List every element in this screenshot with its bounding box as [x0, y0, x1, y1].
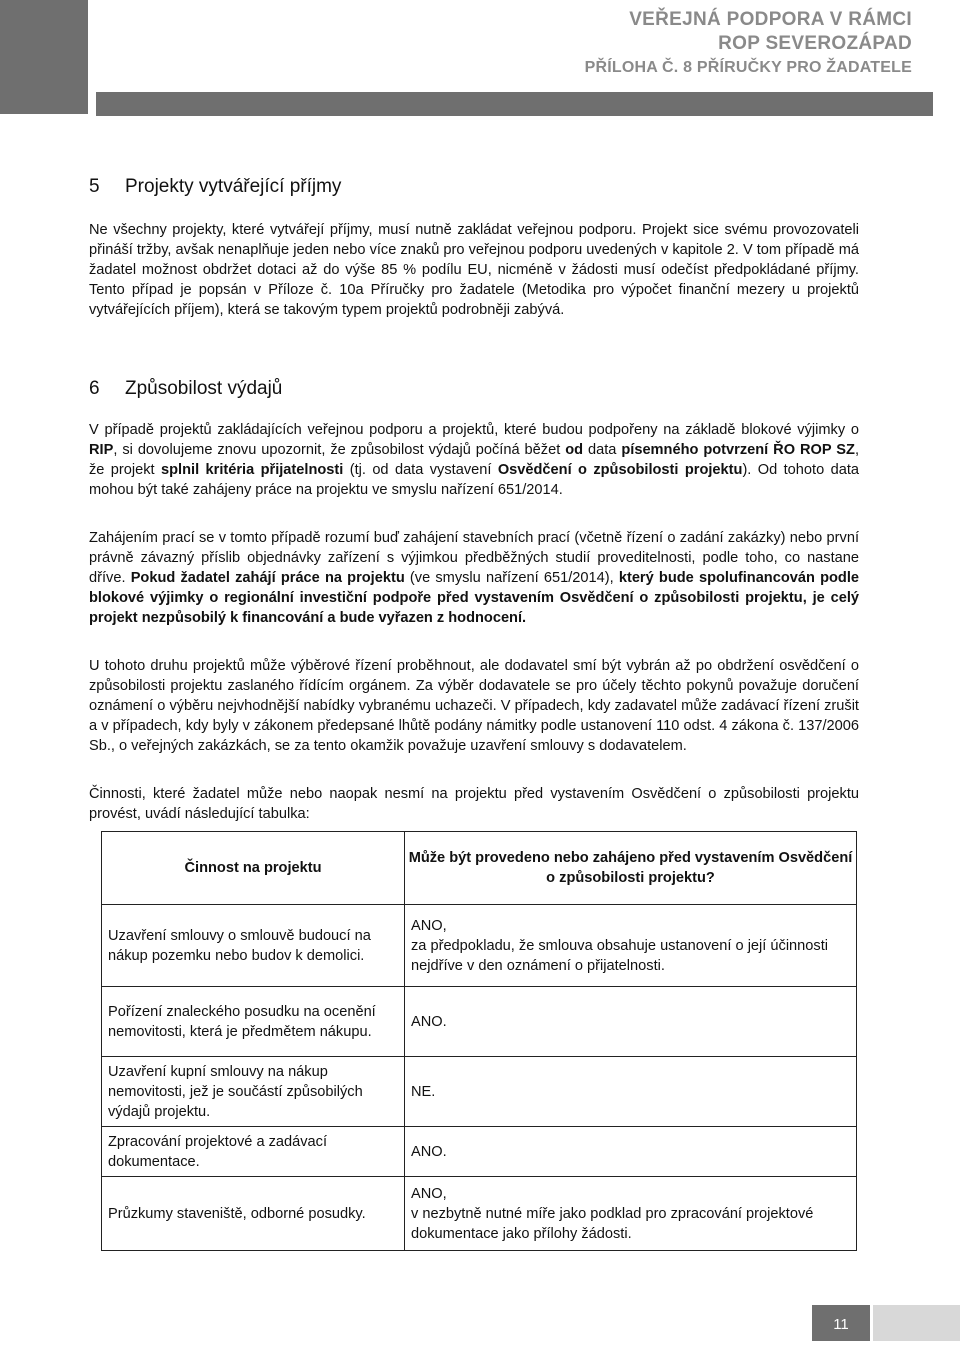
section-title: Projekty vytvářející příjmy	[125, 176, 342, 197]
table-cell-answer: NE.	[405, 1057, 857, 1127]
section-title: Způsobilost výdajů	[125, 378, 283, 399]
table-row	[102, 905, 857, 987]
header-line-2: ROP SEVEROZÁPAD	[718, 33, 912, 54]
section-6-paragraph-4: Činnosti, které žadatel může nebo naopak nesmí na projektu před vystavením Osvědčení o způsobilosti projektu provést, uvádí následující tabulka:	[89, 786, 859, 822]
table-header-allowed: Může být provedeno nebo zahájeno před vystavením Osvědčení o způsobilosti projektu?	[405, 832, 857, 905]
table-header-row	[102, 832, 857, 905]
section-number: 6	[89, 378, 100, 399]
table-cell-activity: Uzavření smlouvy o smlouvě budoucí na nákup pozemku nebo budov k demolici.	[102, 905, 405, 987]
table-cell-activity: Průzkumy staveniště, odborné posudky.	[102, 1177, 405, 1251]
footer-bar	[873, 1305, 960, 1341]
table-cell-activity: Zpracování projektové a zadávací dokumentace.	[102, 1127, 405, 1177]
table-cell-answer: ANO, za předpokladu, že smlouva obsahuje ustanovení o její účinnosti nejdříve v den oznámení o přijatelnosti.	[405, 905, 857, 987]
table-row	[102, 987, 857, 1057]
activities-table	[101, 831, 857, 1251]
table-cell-activity: Pořízení znaleckého posudku na ocenění nemovitosti, která je předmětem nákupu.	[102, 987, 405, 1057]
table-cell-answer: ANO.	[405, 987, 857, 1057]
header-line-3: PŘÍLOHA Č. 8 PŘÍRUČKY PRO ŽADATELE	[584, 59, 912, 76]
header-line-1: VEŘEJNÁ PODPORA V RÁMCI	[629, 9, 912, 30]
section-5-paragraph: Ne všechny projekty, které vytvářejí příjmy, musí nutně zakládat veřejnou podporu. Projekt sice svému provozovateli přináší tržby, avšak nenaplňuje jeden nebo více znaků pro veřejnou podporu uvedených v kapitole 2. V tom případě má žadatel možnost obdržet dotaci až do výše 85 % podílu EU, nicméně v žádosti musí odečíst předpokládané příjmy. Tento případ je popsán v Příloze č. 10a Příručky pro žadatele (Metodika pro výpočet finanční mezery u projektů vytvářejících příjem), která se takovým typem projektů podrobněji zabývá.	[89, 222, 859, 318]
page-header	[585, 8, 912, 80]
section-6-paragraph-2: Zahájením prací se v tomto případě rozumí buď zahájení stavebních prací (včetně řízení o zadání zakázky) nebo první právně závazný příslib objednávky zařízení s výjimkou předběžných studií proveditelnosti, podle toho, co nastane dříve. Pokud žadatel zahájí práce na projektu (ve smyslu nařízení 651/2014), který bude spolufinancován podle blokové výjimky o regionální investiční podpoře před vystavením Osvědčení o způsobilosti projektu, je celý projekt nezpůsobilý k financování a bude vyřazen z hodnocení.	[89, 530, 859, 626]
table-cell-answer: ANO.	[405, 1127, 857, 1177]
page-number: 11	[812, 1305, 870, 1341]
table-row	[102, 1057, 857, 1127]
table-cell-answer: ANO, v nezbytně nutné míře jako podklad pro zpracování projektové dokumentace jako přílohy žádosti.	[405, 1177, 857, 1251]
section-6-paragraph-3: U tohoto druhu projektů může výběrové řízení proběhnout, ale dodavatel smí být vybrán až po obdržení osvědčení o způsobilosti projektu zaslaného řídícím orgánem. Za výběr dodavatele se pro účely těchto pokynů považuje doručení oznámení o výběru nejvhodnější nabídky vybranému uchazeči. V případech, kdy zadavatel může zadávací řízení zrušit a v případech, kdy byly v zákonem předepsané lhůtě podány námitky podle ustanovení 110 odst. 4 zákona č. 137/2006 Sb., o veřejných zakázkách, se za tento okamžik považuje uzavření smlouvy s dodavatelem.	[89, 658, 859, 754]
section-5-heading	[89, 176, 859, 198]
table-row	[102, 1127, 857, 1177]
header-block	[0, 0, 88, 114]
table-header-activity: Činnost na projektu	[102, 832, 405, 905]
table-cell-activity: Uzavření kupní smlouvy na nákup nemovitosti, jež je součástí způsobilých výdajů projektu.	[102, 1057, 405, 1127]
section-6-heading	[89, 378, 859, 400]
table-row	[102, 1177, 857, 1251]
section-number: 5	[89, 176, 100, 197]
header-bar	[96, 92, 933, 116]
section-6-paragraph-1: V případě projektů zakládajících veřejnou podporu a projektů, které budou podpořeny na základě blokové výjimky o RIP, si dovolujeme znovu upozornit, že způsobilost výdajů počíná běžet od data písemného potvrzení ŘO ROP SZ, že projekt splnil kritéria přijatelnosti (tj. od data vystavení Osvědčení o způsobilosti projektu). Od tohoto data mohou být také zahájeny práce na projektu ve smyslu nařízení 651/2014.	[89, 422, 860, 498]
